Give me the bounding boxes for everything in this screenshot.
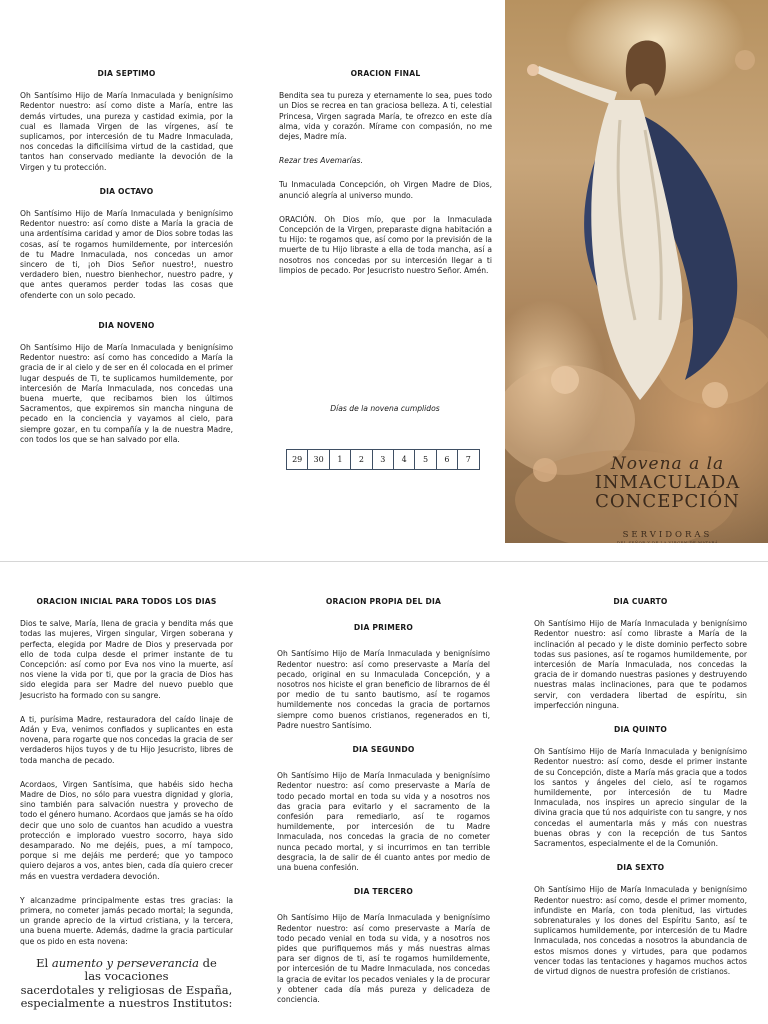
section-heading: DIA QUINTO (613, 725, 668, 735)
oracion-inicial-p2: A ti, purísima Madre, restauradora del caído linaje de Adán y Eva, venimos confiados y suplicantes en esta novena, para rogarte que nos concedas la gracia de ser verdaderos hijos tuyos y de tu Hijo Jesucristo, libres de toda mancha de pecado. (20, 714, 233, 765)
publisher-subtitle: DEL SEÑOR Y DE LA VIRGEN DE MATARÁ (616, 540, 719, 543)
oracion-propia-heading: ORACION PROPIA DEL DIA (325, 597, 442, 606)
days-checklist (286, 449, 480, 470)
prayer-text: Oh Santísimo Hijo de María Inmaculada y benignísimo Redentor nuestro: así como preservaste a María de todo pecado venial en toda su vida, y a nosotros nos pides que purifiquemos más y más nuestras almas para ser dignos de ti, así te rogamos humildemente, por intercesión de tu Madre Inmaculada, nos concedas la gracia de evitar los pecados veniales y la de procurar y obtener cada día más pureza y delicadeza de conciencia. (277, 913, 490, 1005)
day-box[interactable]: 2 (351, 450, 372, 469)
intention-word: de (199, 955, 217, 970)
day-box[interactable]: 7 (465, 455, 471, 464)
prayer-text: Oh Santísimo Hijo de María Inmaculada y benignísimo Redentor nuestro: así como diste a María la gracia de una ardentísima caridad y amor de Dios sobre todas las cosas, así te rogamos humildemente, por intercesión de tu Madre Inmaculada, nos concedas un amor sincero de ti, ¡oh Dios Señor nuestro!, nuestro verdadero bien, nuestro bienhechor, nuestro padre, y que antes queramos perder todas las cosas que ofenderte con un solo pecado. (20, 209, 233, 300)
oracion-inicial-p1: Dios te salve, María, llena de gracia y bendita más que todas las mujeres, Virgen singular, Virgen soberana y perfecta, elegida por Madre de Dios y preservada por ello de toda culpa desde el primer instante de tu Concepción: así como por Eva nos vino la muerte, así nos viene la vida por ti, que por la gracia de Dios has sido elegida para ser Madre del nuevo pueblo que Jesucristo ha formado con su sangre. (20, 619, 233, 700)
section-heading: DIA SEPTIMO (97, 69, 156, 78)
cover-title (575, 455, 760, 543)
oracion-inicial-p4: Y alcanzadme principalmente estas tres gracias: la primera, no cometer jamás pecado mortal; la segunda, un grande aprecio de la virtud cristiana, y la tercera, una buena muerte. Además, dadme la gracia particular que os pido en esta novena: (20, 895, 233, 946)
oracion-final-heading: ORACION FINAL (350, 69, 421, 78)
prayer-text: Oh Santísimo Hijo de María Inmaculada y benignísimo Redentor nuestro: así como preservaste a María del pecado, original en su Inmaculada Concepción, y a nosotros nos hiciste el gran beneficio de librarnos de él por medio de tu santo bautismo, así te rogamos humildemente nos concedas la gracia de portarnos siempre como buenos cristianos, regenerados en ti, Padre nuestro Santísimo. (277, 649, 490, 730)
days-completed-label: Días de la novena cumplidos (330, 404, 440, 413)
intention-emphasis: aumento y perseverancia (51, 955, 200, 970)
section-heading: DIA PRIMERO (353, 623, 414, 633)
oracion-text: ORACIÓN. Oh Dios mío, que por la Inmaculada Concepción de la Virgen, preparaste digna habitación a tu Hijo: te rogamos que, así como por la previsión de la muerte de tu Hijo libraste a ella de toda mancha, así a nosotros nos concedas por su intercesión llegar a ti limpios de pecado. Por Jesucristo nuestro Señor. Amén. (279, 214, 492, 275)
rezar-avemarias: Rezar tres Avemarías. (279, 156, 363, 166)
oracion-inicial-heading: ORACION INICIAL PARA TODOS LOS DIAS (36, 597, 217, 606)
prayer-text: Oh Santísimo Hijo de María Inmaculada y benignísimo Redentor nuestro: así como has concedido a María la gracia de ir al cielo y de ser en él colocada en el primer lugar después de Ti, te suplicamos humildemente, por intercesión de María Inmaculada, nos concedas una buena muerte, que recibamos bien los últimos Sacramentos, que expiremos sin mancha ninguna de pecado en la conciencia y vayamos al cielo, para siempre gozar, en tu compañía y la de nuestra Madre, con todos los que se han salvado por ella. (20, 343, 233, 444)
prayer-text: Oh Santísimo Hijo de María Inmaculada y benignísimo Redentor nuestro: así como diste a María, entre las demás virtudes, una pureza y castidad eximia, por la cual es llamada Virgen de las vírgenes, así te suplicamos, por intercesión de tu Madre Inmaculada, nos concedas la dificilísima virtud de la castidad, que tantos han conservado mediante la devoción de la Virgen y tu protección. (20, 91, 233, 172)
intention-line: las vocaciones (84, 969, 169, 984)
intention-text (20, 957, 233, 1011)
day-box[interactable]: 29 (287, 450, 308, 469)
top-left-column (20, 69, 233, 455)
day-box[interactable]: 5 (415, 450, 436, 469)
antiphon-text: Tu Inmaculada Concepción, oh Virgen Madre de Dios, anunció alegría al universo mundo. (279, 180, 492, 200)
oracion-inicial-p3: Acordaos, Virgen Santísima, que habéis sido hecha Madre de Dios, no sólo para vuestra dignidad y gloria, sino también para salvación nuestra y provecho de todo el género humano. Acordaos que jamás se ha oído decir que uno solo de cuantos han acudido a vuestra protección e implorado vuestro socorro, haya sido desamparado. No me dejéis, pues, a mí tampoco, porque si me dejáis me perderé; que yo tampoco quiero dejaros a vos, antes bien, cada día quiero crecer más en vuestra verdadera devoción. (20, 779, 233, 881)
bottom-left-column (20, 597, 233, 1011)
cover-title-line3: CONCEPCIÓN (595, 491, 740, 512)
intention-line: especialmente a nuestros Institutos: (20, 996, 233, 1011)
day-box[interactable]: 3 (373, 450, 394, 469)
day-box[interactable]: 4 (394, 450, 415, 469)
day-box[interactable]: 1 (330, 450, 351, 469)
cover-title-line2: INMACULADA (594, 472, 741, 493)
day-box[interactable]: 30 (308, 450, 329, 469)
section-heading: DIA OCTAVO (99, 186, 154, 196)
cover-painting (505, 0, 768, 543)
section-heading: DIA SEXTO (616, 863, 665, 873)
day-box[interactable]: 6 (437, 450, 458, 469)
page-divider (0, 561, 768, 562)
intention-line: sacerdotales y religiosas de España, (20, 982, 233, 997)
section-heading: DIA SEGUNDO (352, 745, 415, 755)
publisher-name: SERVIDORAS (622, 530, 713, 540)
section-heading: DIA TERCERO (353, 887, 414, 897)
prayer-text: Oh Santísimo Hijo de María Inmaculada y benignísimo Redentor nuestro: así como, desde el primer momento, infundiste en María, con toda plenitud, las virtudes sobrenaturales y los dones del Espíritu Santo, así te suplicamos humildemente, por intercesión de tu Madre Inmaculada, nos concedas a nosotros la abundancia de estos mismos dones y virtudes, para que podamos vencer todas las tentaciones y hagamos muchos actos de virtud dignos de nuestra profesión de cristianos. (534, 885, 747, 977)
prayer-text: Oh Santísimo Hijo de María Inmaculada y benignísimo Redentor nuestro: así como, desde el primer instante de su Concepción, diste a María más gracia que a todos los santos y ángeles del cielo, así te rogamos humildemente, por intercesión de tu Madre Inmaculada, nos inspires un aprecio singular de la divina gracia que tú nos adquiriste con tu sangre, y nos concedas el aumentarla más y más con nuestras buenas obras y con la recepción de tus Santos Sacramentos, especialmente el de la Comunión. (534, 747, 747, 849)
cover-title-line1: Novena a la (610, 454, 725, 474)
bottom-right-column (534, 597, 747, 987)
prayer-text: Oh Santísimo Hijo de María Inmaculada y benignísimo Redentor nuestro: así como preservaste a María de todo pecado mortal en toda su vida y a nosotros nos das gracia para evitarlo y el sacramento de la confesión para remediarlo, así te rogamos humildemente, por intercesión de tu Madre Inmaculada, nos concedas la gracia de no cometer nunca pecado mortal, y si incurrimos en tan terrible desgracia, la de salir de él cuanto antes por medio de una buena confesión. (277, 771, 490, 873)
bottom-middle-column (277, 597, 490, 1015)
section-heading: DIA CUARTO (613, 597, 668, 606)
section-heading: DIA NOVENO (98, 320, 155, 330)
intention-word: El (36, 955, 52, 970)
top-middle-column (279, 69, 492, 286)
prayer-text: Oh Santísimo Hijo de María Inmaculada y benignísimo Redentor nuestro: así como libraste a María de la inclinación al pecado y le diste dominio perfecto sobre todas sus pasiones, así te rogamos humildemente, por intercesión de María Inmaculada, nos concedas la gracia de ir domando nuestras pasiones y destruyendo nuestras malas inclinaciones, para que te podamos servir, con verdadera libertad de espíritu, sin imperfección ninguna. (534, 619, 747, 710)
oracion-final-text: Bendita sea tu pureza y eternamente lo sea, pues todo un Dios se recrea en tan graciosa belleza. A ti, celestial Princesa, Virgen sagrada María, te ofrezco en este día alma, vida y corazón. Mírame con compasión, no me dejes, Madre mía. (279, 91, 492, 142)
